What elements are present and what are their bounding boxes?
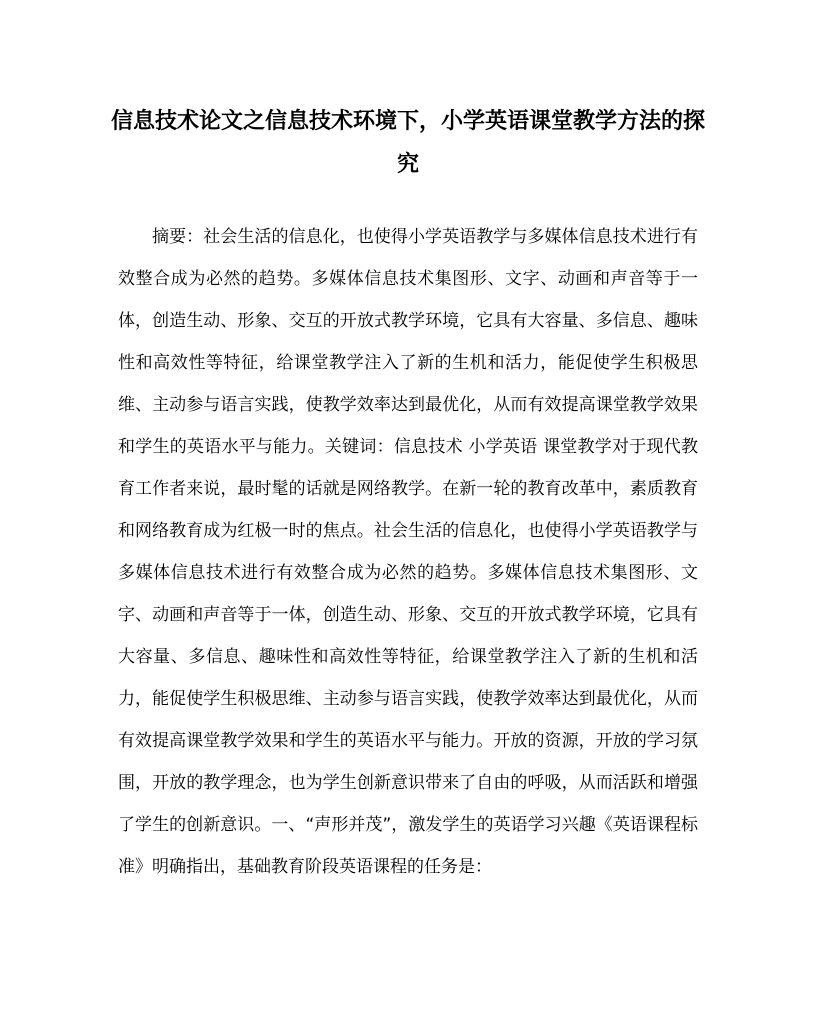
document-title: 信息技术论文之信息技术环境下，小学英语课堂教学方法的探究 xyxy=(110,108,705,177)
document-body-paragraph: 摘要：社会生活的信息化，也使得小学英语教学与多媒体信息技术进行有效整合成为必然的趋势。多媒体信息技术集图形、文字、动画和声音等于一体，创造生动、形象、交互的开放式教学环境，它具有大容量、多信息、趣味性和高效性等特征，给课堂教学注入了新的生机和活力，能促使学生积极思维、主动参与语言实践，使教学效率达到最优化，从而有效提高课堂教学效果和学生的英语水平与能力。关键词：信息技术 小学英语 课堂教学对于现代教育工作者来说，最时髦的话就是网络教学。在新一轮的教育改革中，素质教育和网络教育成为红极一时的焦点。社会生活的信息化，也使得小学英语教学与多媒体信息技术进行有效整合成为必然的趋势。多媒体信息技术集图形、文字、动画和声音等于一体，创造生动、形象、交互的开放式教学环境，它具有大容量、多信息、趣味性和高效性等特征，给课堂教学注入了新的生机和活力，能促使学生积极思维、主动参与语言实践，使教学效率达到最优化，从而有效提高课堂教学效果和学生的英语水平与能力。开放的资源，开放的学习氛围，开放的教学理念，也为学生创新意识带来了自由的呼吸，从而活跃和增强了学生的创新意识。一、“声形并茂”，激发学生的英语学习兴趣《英语课程标准》明确指出，基础教育阶段英语课程的任务是： xyxy=(118,227,698,877)
